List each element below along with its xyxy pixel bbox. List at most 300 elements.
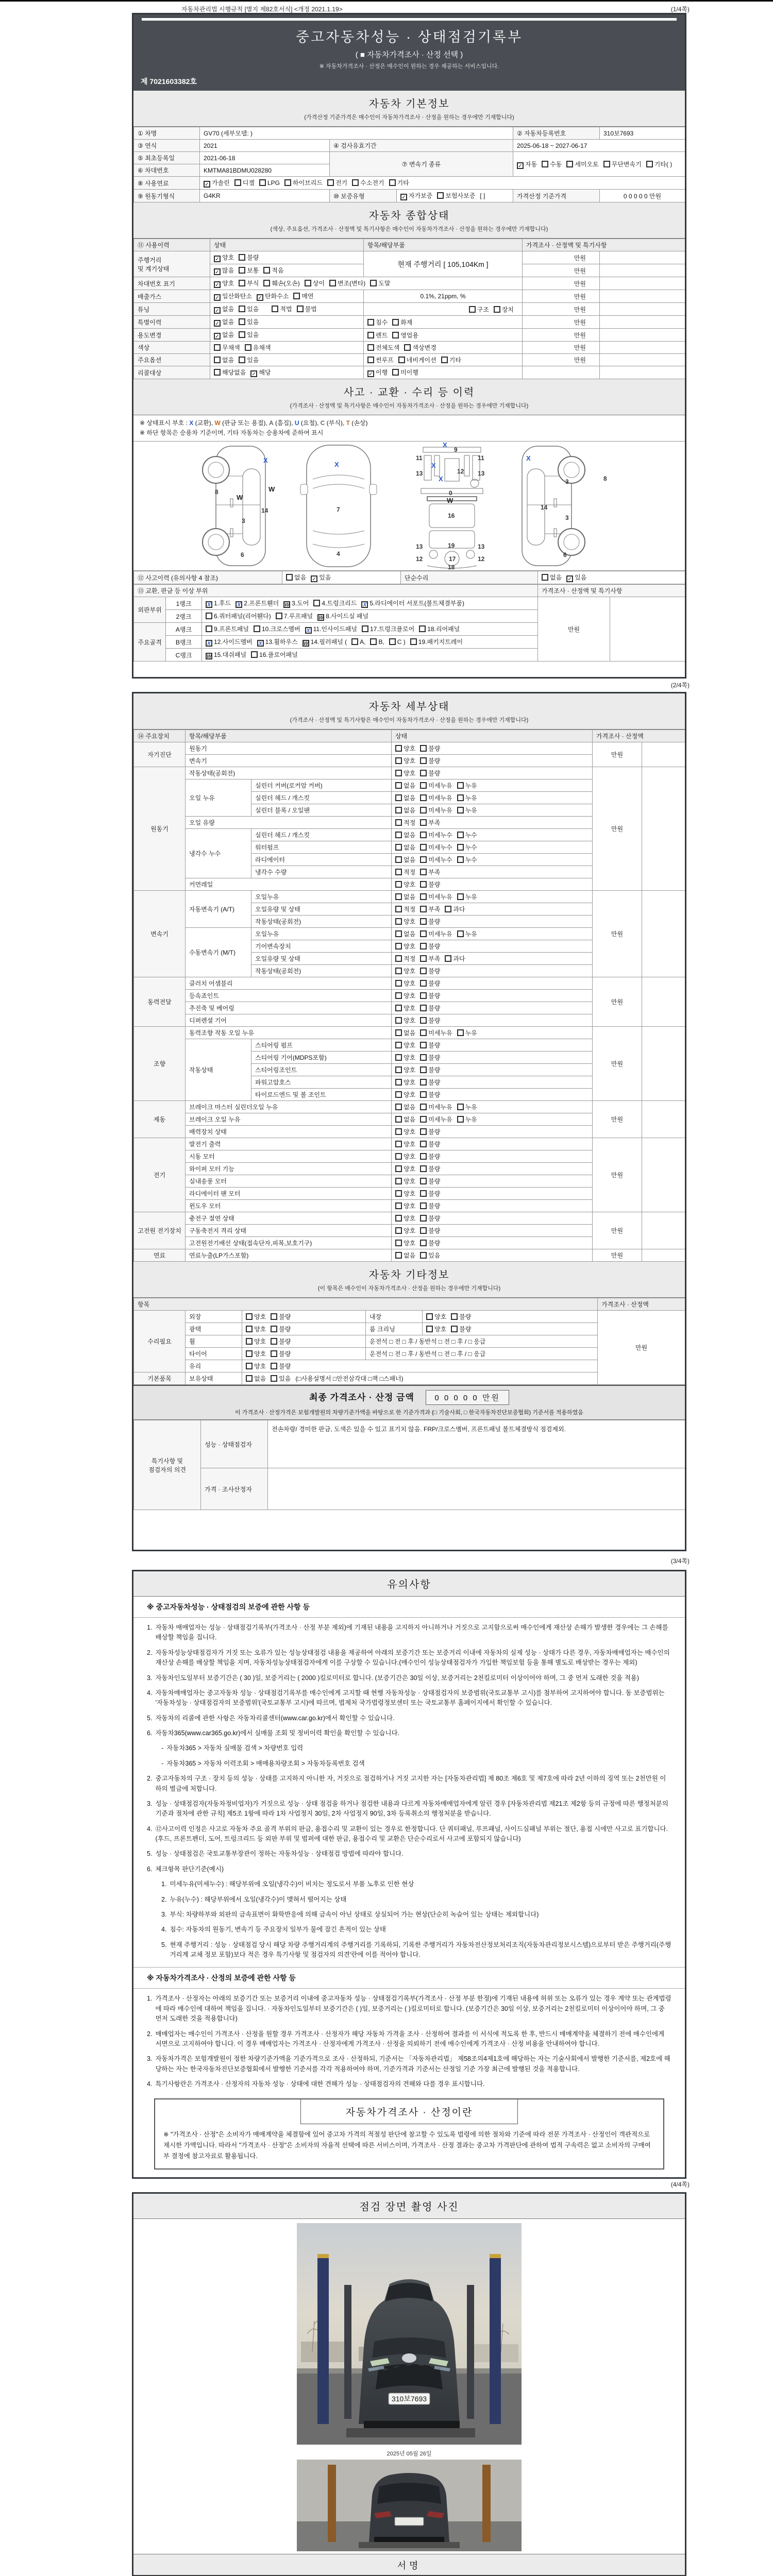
- part-option[interactable]: [305, 624, 357, 634]
- checkbox[interactable]: [245, 344, 251, 351]
- checkbox-option[interactable]: [646, 160, 673, 168]
- checkbox-option[interactable]: [395, 1065, 415, 1074]
- part-option[interactable]: [206, 612, 271, 620]
- checkbox-option[interactable]: [389, 178, 409, 187]
- checkbox-option[interactable]: [395, 818, 415, 827]
- checkbox-option[interactable]: [204, 178, 230, 188]
- checkbox[interactable]: [214, 320, 221, 327]
- checkbox[interactable]: [646, 161, 653, 167]
- checkbox[interactable]: [457, 782, 464, 789]
- checkbox-option[interactable]: [420, 1041, 440, 1049]
- checkbox[interactable]: [246, 1326, 253, 1332]
- checkbox-option[interactable]: [305, 279, 325, 287]
- checkbox[interactable]: [420, 1005, 427, 1011]
- checkbox[interactable]: [457, 844, 464, 851]
- checkbox[interactable]: [271, 1338, 277, 1345]
- checkbox-option[interactable]: [451, 1325, 471, 1333]
- checkbox[interactable]: [305, 280, 311, 286]
- checkbox-option[interactable]: [271, 1362, 291, 1370]
- checkbox-option[interactable]: [239, 304, 259, 313]
- checkbox[interactable]: [445, 955, 451, 962]
- checkbox-option[interactable]: [457, 843, 477, 852]
- mark-box[interactable]: [370, 638, 377, 645]
- checkbox[interactable]: [370, 280, 377, 286]
- checkbox-option[interactable]: [395, 1251, 415, 1260]
- checkbox[interactable]: [420, 869, 427, 875]
- mark-box[interactable]: [254, 625, 260, 632]
- checkbox[interactable]: [392, 369, 399, 376]
- checkbox-option[interactable]: [395, 1127, 415, 1136]
- checkbox[interactable]: [420, 1054, 427, 1061]
- checkbox[interactable]: [420, 930, 427, 937]
- checkbox[interactable]: [214, 294, 221, 301]
- part-option[interactable]: [257, 637, 298, 647]
- checkbox[interactable]: [239, 318, 245, 325]
- checkbox[interactable]: [395, 757, 402, 764]
- checkbox-option[interactable]: [367, 343, 399, 352]
- checkbox-option[interactable]: [214, 253, 234, 262]
- checkbox-option[interactable]: [246, 1362, 266, 1370]
- checkbox-option[interactable]: [420, 1164, 440, 1173]
- checkbox[interactable]: [395, 1079, 402, 1086]
- checkbox-option[interactable]: [420, 1103, 452, 1111]
- checkbox[interactable]: [420, 980, 427, 987]
- mark-box[interactable]: W: [284, 602, 290, 608]
- checkbox-option[interactable]: [420, 843, 452, 852]
- checkbox[interactable]: [420, 782, 427, 789]
- checkbox[interactable]: [451, 1313, 458, 1320]
- checkbox[interactable]: [420, 807, 427, 814]
- checkbox-option[interactable]: [420, 855, 452, 864]
- checkbox-option[interactable]: [420, 818, 440, 827]
- checkbox[interactable]: [395, 1141, 402, 1147]
- checkbox[interactable]: [395, 1116, 402, 1123]
- checkbox[interactable]: [445, 906, 451, 912]
- part-option[interactable]: [206, 599, 231, 608]
- checkbox[interactable]: [420, 819, 427, 826]
- checkbox[interactable]: [395, 1252, 402, 1259]
- checkbox-option[interactable]: [420, 1053, 440, 1062]
- checkbox-option[interactable]: [395, 1004, 415, 1012]
- checkbox-option[interactable]: [457, 929, 477, 938]
- part-option[interactable]: [370, 638, 384, 646]
- checkbox-option[interactable]: [566, 573, 586, 582]
- checkbox-option[interactable]: [367, 355, 394, 364]
- checkbox-option[interactable]: [395, 929, 415, 938]
- checkbox-option[interactable]: [246, 1312, 266, 1321]
- checkbox[interactable]: [420, 1202, 427, 1209]
- checkbox[interactable]: [420, 1066, 427, 1073]
- part-option[interactable]: [206, 637, 253, 647]
- mark-box[interactable]: X: [206, 601, 212, 608]
- mark-box[interactable]: X: [236, 601, 242, 608]
- mark-box[interactable]: [419, 625, 426, 632]
- checkbox-option[interactable]: [246, 1337, 266, 1346]
- mark-box[interactable]: W: [207, 654, 212, 660]
- checkbox[interactable]: [451, 1326, 458, 1332]
- checkbox[interactable]: [420, 794, 427, 801]
- checkbox-option[interactable]: [457, 1028, 477, 1037]
- checkbox[interactable]: [204, 181, 210, 188]
- checkbox[interactable]: [469, 306, 476, 313]
- checkbox[interactable]: [566, 575, 573, 582]
- checkbox[interactable]: [420, 1079, 427, 1086]
- checkbox[interactable]: [246, 1375, 253, 1382]
- checkbox[interactable]: [214, 256, 221, 262]
- checkbox[interactable]: [395, 1017, 402, 1024]
- checkbox-option[interactable]: [395, 979, 415, 988]
- checkbox-option[interactable]: [420, 1177, 440, 1185]
- checkbox[interactable]: [420, 1227, 427, 1234]
- checkbox[interactable]: [457, 893, 464, 900]
- checkbox-option[interactable]: [420, 892, 452, 901]
- checkbox-option[interactable]: [457, 831, 477, 839]
- mark-box[interactable]: X: [361, 601, 368, 608]
- checkbox[interactable]: [395, 782, 402, 789]
- checkbox-option[interactable]: [420, 967, 440, 975]
- mark-box[interactable]: [276, 613, 282, 619]
- checkbox[interactable]: [239, 254, 245, 261]
- checkbox-option[interactable]: [239, 266, 259, 275]
- checkbox[interactable]: [234, 179, 241, 186]
- checkbox[interactable]: [395, 881, 402, 888]
- checkbox[interactable]: [420, 1042, 427, 1048]
- checkbox[interactable]: [457, 930, 464, 937]
- checkbox-option[interactable]: [367, 318, 388, 327]
- checkbox-option[interactable]: [392, 368, 418, 377]
- checkbox[interactable]: [566, 161, 573, 167]
- checkbox-option[interactable]: [234, 178, 255, 187]
- checkbox-option[interactable]: [517, 160, 537, 169]
- checkbox-option[interactable]: [420, 781, 452, 790]
- checkbox-option[interactable]: [272, 304, 292, 313]
- checkbox-option[interactable]: [370, 279, 390, 287]
- mark-box[interactable]: X: [257, 640, 264, 647]
- part-option[interactable]: [254, 624, 300, 633]
- checkbox[interactable]: [395, 1202, 402, 1209]
- checkbox-option[interactable]: [263, 266, 283, 275]
- checkbox-option[interactable]: [441, 355, 461, 364]
- checkbox[interactable]: [457, 1104, 464, 1110]
- mark-box[interactable]: W: [318, 615, 324, 621]
- checkbox-option[interactable]: [392, 318, 412, 327]
- mark-box[interactable]: [389, 638, 396, 645]
- checkbox[interactable]: [494, 306, 500, 313]
- checkbox[interactable]: [395, 1054, 402, 1061]
- part-option[interactable]: [303, 637, 347, 647]
- checkbox-option[interactable]: [395, 1226, 415, 1235]
- checkbox[interactable]: [420, 1252, 427, 1259]
- checkbox-option[interactable]: [494, 305, 514, 314]
- mark-box[interactable]: [362, 625, 368, 632]
- checkbox-option[interactable]: [395, 1090, 415, 1099]
- checkbox[interactable]: [420, 832, 427, 838]
- part-option[interactable]: [410, 637, 463, 646]
- checkbox-option[interactable]: [420, 1065, 440, 1074]
- checkbox-option[interactable]: [420, 905, 440, 913]
- checkbox-option[interactable]: [398, 355, 436, 364]
- checkbox[interactable]: [603, 161, 610, 167]
- checkbox[interactable]: [395, 770, 402, 776]
- checkbox-option[interactable]: [420, 1251, 440, 1260]
- checkbox-option[interactable]: [457, 806, 477, 815]
- checkbox[interactable]: [272, 306, 278, 312]
- checkbox-option[interactable]: [395, 905, 415, 913]
- checkbox[interactable]: [246, 1338, 253, 1345]
- checkbox[interactable]: [420, 770, 427, 776]
- checkbox[interactable]: [420, 1240, 427, 1246]
- checkbox[interactable]: [420, 955, 427, 962]
- checkbox-option[interactable]: [214, 292, 252, 301]
- checkbox-option[interactable]: [395, 991, 415, 1000]
- checkbox-option[interactable]: [420, 1028, 452, 1037]
- checkbox-option[interactable]: [395, 1164, 415, 1173]
- checkbox[interactable]: [395, 1091, 402, 1098]
- checkbox-option[interactable]: [395, 806, 415, 815]
- checkbox[interactable]: [297, 306, 304, 312]
- checkbox[interactable]: [420, 1017, 427, 1024]
- part-option[interactable]: [362, 624, 414, 633]
- checkbox[interactable]: [395, 1165, 402, 1172]
- checkbox-option[interactable]: [214, 368, 246, 377]
- checkbox[interactable]: [395, 930, 402, 937]
- checkbox[interactable]: [214, 281, 221, 288]
- checkbox[interactable]: [542, 161, 548, 167]
- checkbox-option[interactable]: [250, 368, 271, 377]
- checkbox[interactable]: [239, 331, 245, 338]
- checkbox-option[interactable]: [420, 1115, 452, 1124]
- checkbox-option[interactable]: [214, 317, 234, 327]
- checkbox[interactable]: [395, 1128, 402, 1135]
- checkbox[interactable]: [239, 267, 245, 274]
- checkbox-option[interactable]: [259, 179, 280, 187]
- checkbox[interactable]: [259, 179, 266, 186]
- checkbox-option[interactable]: [420, 1140, 440, 1148]
- checkbox-option[interactable]: [404, 343, 436, 352]
- checkbox[interactable]: [420, 745, 427, 752]
- checkbox-option[interactable]: [395, 1177, 415, 1185]
- checkbox-option[interactable]: [297, 304, 317, 313]
- checkbox-option[interactable]: [420, 744, 440, 753]
- mark-box[interactable]: [206, 625, 212, 632]
- checkbox-option[interactable]: [395, 1140, 415, 1148]
- checkbox-option[interactable]: [239, 330, 259, 339]
- checkbox[interactable]: [395, 819, 402, 826]
- checkbox-option[interactable]: [420, 1152, 440, 1161]
- checkbox-option[interactable]: [469, 305, 489, 314]
- checkbox[interactable]: [437, 192, 444, 199]
- checkbox-option[interactable]: [420, 1189, 440, 1198]
- checkbox[interactable]: [263, 267, 270, 274]
- checkbox[interactable]: [214, 357, 221, 363]
- checkbox[interactable]: [395, 1066, 402, 1073]
- checkbox-option[interactable]: [420, 942, 440, 951]
- checkbox-option[interactable]: [395, 1152, 415, 1161]
- checkbox[interactable]: [395, 856, 402, 863]
- checkbox-option[interactable]: [420, 1226, 440, 1235]
- checkbox[interactable]: [395, 1153, 402, 1160]
- checkbox-option[interactable]: [395, 917, 415, 926]
- checkbox[interactable]: [395, 1240, 402, 1246]
- checkbox[interactable]: [441, 357, 448, 363]
- checkbox-option[interactable]: [246, 1325, 266, 1333]
- checkbox[interactable]: [400, 194, 407, 200]
- checkbox-option[interactable]: [395, 781, 415, 790]
- checkbox-option[interactable]: [395, 954, 415, 963]
- part-option[interactable]: [276, 612, 313, 620]
- checkbox-option[interactable]: [420, 1214, 440, 1223]
- checkbox-option[interactable]: [271, 1325, 291, 1333]
- checkbox[interactable]: [395, 918, 402, 925]
- checkbox[interactable]: [420, 1153, 427, 1160]
- checkbox-option[interactable]: [420, 917, 440, 926]
- checkbox[interactable]: [517, 162, 524, 169]
- checkbox[interactable]: [395, 968, 402, 974]
- checkbox[interactable]: [214, 369, 221, 376]
- part-option[interactable]: [389, 638, 406, 646]
- checkbox-option[interactable]: [420, 1201, 440, 1210]
- checkbox[interactable]: [367, 344, 374, 351]
- checkbox-option[interactable]: [395, 744, 415, 753]
- checkbox[interactable]: [392, 319, 399, 326]
- checkbox[interactable]: [246, 1350, 253, 1357]
- checkbox-option[interactable]: [451, 1312, 471, 1321]
- checkbox-option[interactable]: [420, 880, 440, 889]
- checkbox-option[interactable]: [395, 1028, 415, 1037]
- checkbox-option[interactable]: [239, 253, 259, 262]
- part-option[interactable]: [313, 599, 357, 607]
- checkbox-option[interactable]: [271, 1374, 291, 1383]
- checkbox[interactable]: [420, 1104, 427, 1110]
- checkbox-option[interactable]: [286, 573, 306, 582]
- checkbox[interactable]: [284, 179, 291, 186]
- checkbox-option[interactable]: [395, 942, 415, 951]
- checkbox[interactable]: [420, 1190, 427, 1197]
- checkbox[interactable]: [395, 1029, 402, 1036]
- checkbox[interactable]: [250, 370, 257, 377]
- mark-box[interactable]: [206, 613, 212, 619]
- checkbox[interactable]: [457, 807, 464, 814]
- checkbox-option[interactable]: [420, 806, 452, 815]
- checkbox-option[interactable]: [457, 892, 477, 901]
- checkbox-option[interactable]: [395, 769, 415, 777]
- checkbox-option[interactable]: [395, 1053, 415, 1062]
- checkbox-option[interactable]: [271, 1312, 291, 1321]
- checkbox-option[interactable]: [395, 843, 415, 852]
- checkbox[interactable]: [420, 1029, 427, 1036]
- checkbox-option[interactable]: [395, 756, 415, 765]
- checkbox-option[interactable]: [214, 266, 234, 275]
- checkbox[interactable]: [352, 179, 359, 186]
- checkbox-option[interactable]: [395, 1239, 415, 1247]
- checkbox[interactable]: [293, 293, 300, 299]
- checkbox-option[interactable]: [420, 1239, 440, 1247]
- checkbox-option[interactable]: [392, 331, 418, 340]
- part-option[interactable]: [236, 599, 279, 608]
- checkbox-option[interactable]: [420, 954, 440, 963]
- checkbox-option[interactable]: [603, 160, 642, 168]
- checkbox-option[interactable]: [395, 880, 415, 889]
- checkbox-option[interactable]: [420, 1078, 440, 1087]
- checkbox-option[interactable]: [426, 1312, 446, 1321]
- mark-box[interactable]: X: [206, 640, 212, 647]
- checkbox[interactable]: [389, 179, 396, 186]
- checkbox[interactable]: [395, 1178, 402, 1184]
- checkbox-option[interactable]: [420, 1016, 440, 1025]
- mark-box[interactable]: [251, 651, 258, 658]
- checkbox[interactable]: [420, 918, 427, 925]
- checkbox[interactable]: [271, 1350, 277, 1357]
- checkbox[interactable]: [420, 1091, 427, 1098]
- checkbox[interactable]: [395, 745, 402, 752]
- checkbox-option[interactable]: [426, 1325, 446, 1333]
- checkbox[interactable]: [395, 1190, 402, 1197]
- checkbox[interactable]: [239, 306, 245, 312]
- part-option[interactable]: [419, 624, 460, 633]
- checkbox-option[interactable]: [395, 1041, 415, 1049]
- checkbox[interactable]: [257, 294, 263, 301]
- checkbox[interactable]: [398, 357, 405, 363]
- checkbox-option[interactable]: [420, 1004, 440, 1012]
- checkbox-option[interactable]: [271, 1337, 291, 1346]
- checkbox-option[interactable]: [214, 343, 240, 352]
- checkbox-option[interactable]: [239, 279, 259, 287]
- checkbox-option[interactable]: [457, 1115, 477, 1124]
- checkbox[interactable]: [420, 856, 427, 863]
- checkbox-option[interactable]: [239, 355, 259, 364]
- checkbox[interactable]: [367, 332, 374, 338]
- checkbox[interactable]: [263, 280, 270, 286]
- checkbox[interactable]: [395, 869, 402, 875]
- mark-box[interactable]: [410, 638, 417, 645]
- checkbox-option[interactable]: [437, 191, 475, 200]
- checkbox[interactable]: [367, 370, 374, 377]
- checkbox-option[interactable]: [420, 991, 440, 1000]
- checkbox[interactable]: [367, 319, 374, 326]
- checkbox[interactable]: [457, 1116, 464, 1123]
- part-option[interactable]: [283, 599, 309, 608]
- checkbox[interactable]: [327, 179, 334, 186]
- checkbox-option[interactable]: [329, 279, 365, 287]
- checkbox[interactable]: [214, 307, 221, 314]
- checkbox[interactable]: [395, 794, 402, 801]
- checkbox[interactable]: [214, 268, 221, 275]
- checkbox[interactable]: [395, 906, 402, 912]
- checkbox[interactable]: [420, 1141, 427, 1147]
- checkbox[interactable]: [420, 1128, 427, 1135]
- checkbox[interactable]: [420, 943, 427, 950]
- checkbox[interactable]: [420, 757, 427, 764]
- checkbox-option[interactable]: [214, 304, 234, 314]
- checkbox-option[interactable]: [352, 178, 384, 187]
- checkbox[interactable]: [420, 1178, 427, 1184]
- checkbox[interactable]: [395, 1005, 402, 1011]
- checkbox[interactable]: [395, 893, 402, 900]
- checkbox-option[interactable]: [263, 279, 299, 287]
- checkbox-option[interactable]: [271, 1349, 291, 1358]
- checkbox-option[interactable]: [284, 178, 323, 187]
- checkbox-option[interactable]: [214, 279, 234, 288]
- mark-box[interactable]: [313, 600, 320, 606]
- checkbox[interactable]: [239, 280, 245, 286]
- checkbox-option[interactable]: [395, 868, 415, 876]
- checkbox[interactable]: [395, 832, 402, 838]
- checkbox-option[interactable]: [395, 967, 415, 975]
- checkbox-option[interactable]: [420, 756, 440, 765]
- checkbox[interactable]: [457, 1029, 464, 1036]
- checkbox[interactable]: [420, 893, 427, 900]
- checkbox-option[interactable]: [445, 954, 465, 963]
